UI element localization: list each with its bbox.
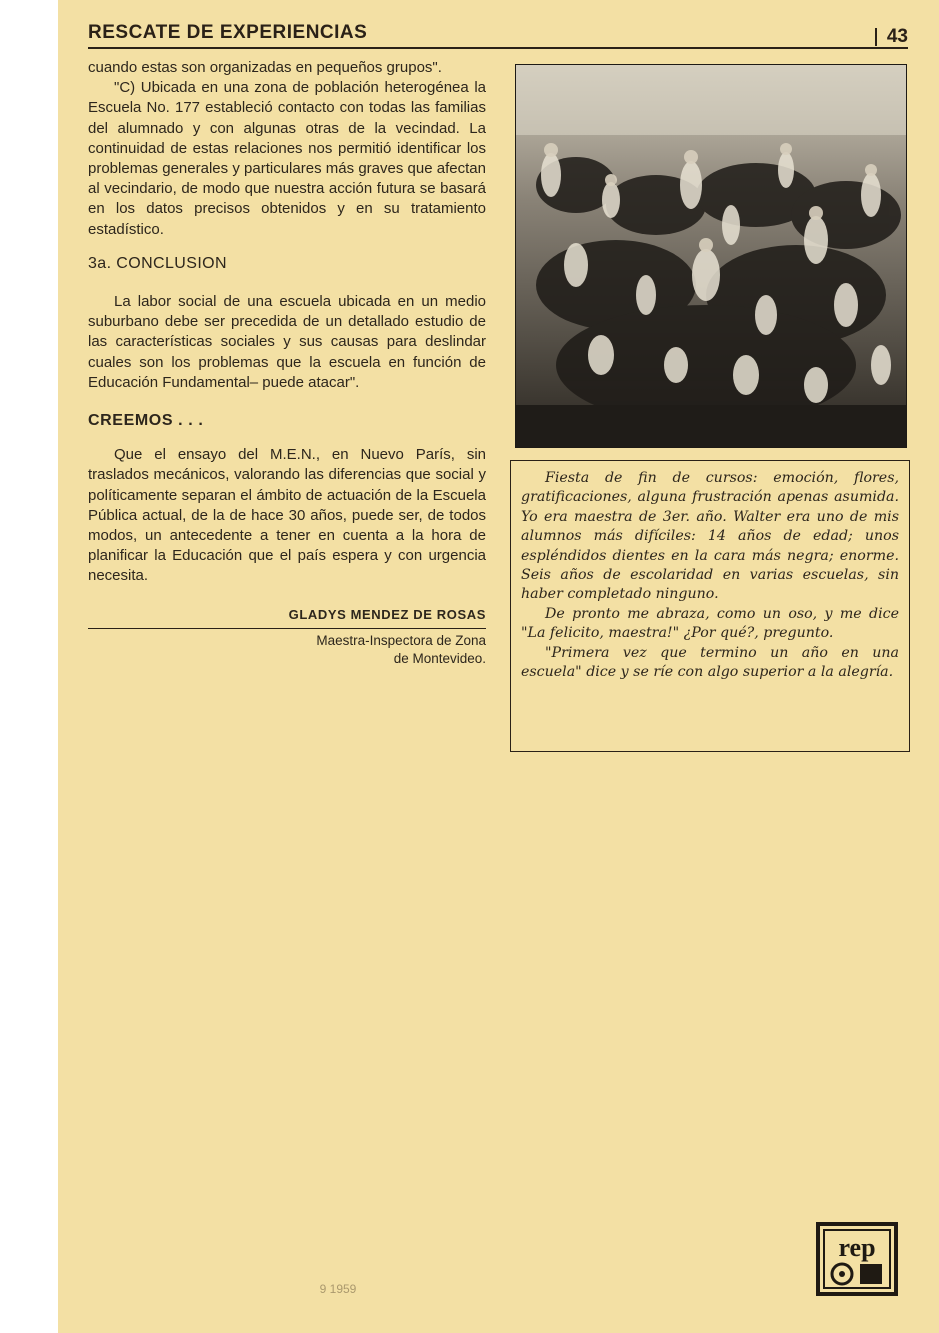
header-rule — [88, 47, 908, 49]
rep-logo-mark — [816, 1222, 898, 1296]
author-role — [88, 632, 486, 668]
article-paragraph-3: La labor social de una escuela ubicada en un medio suburbano debe ser precedida de un detallado estudio de las características sociales y sus causas para deslindar cuales son los problemas que la escuela en función de Educación Fundamental– puede atacar". — [88, 293, 486, 391]
logo-letters: rep — [838, 1233, 876, 1262]
author-name: GLADYS MENDEZ DE ROSAS — [288, 606, 486, 622]
show-through-text — [88, 780, 508, 1300]
author-role-line-2: de Montevideo. — [393, 650, 486, 666]
rep-logo — [816, 1222, 898, 1296]
author-rule — [88, 628, 486, 629]
caption-paragraph-3: "Primera vez que termino un año en una escuela" dice y se ríe con algo superior a la alegría. — [521, 644, 899, 681]
page-header — [88, 20, 908, 52]
author-role-line-1: Maestra-Inspectora de Zona — [316, 632, 486, 648]
article-column — [88, 58, 486, 668]
photo-caption-box — [510, 460, 910, 752]
footer-text: 9 1959 — [319, 1282, 357, 1296]
section-heading-conclusion: 3a. CONCLUSION — [88, 254, 227, 272]
section-title: RESCATE DE EXPERIENCIAS — [88, 22, 368, 43]
photo-illustration — [516, 65, 906, 447]
footer-imprint — [228, 1282, 448, 1302]
article-paragraph-1: cuando estas son organizadas en pequeños grupos". — [88, 59, 442, 76]
page-number: 43 — [886, 26, 908, 47]
magazine-page — [58, 0, 939, 1333]
section-heading-creemos: CREEMOS . . . — [88, 412, 204, 430]
crowd-photograph — [515, 64, 907, 448]
caption-paragraph-2: De pronto me abraza, como un oso, y me dice "La felicito, maestra!" ¿Por qué?, pregunto. — [521, 605, 899, 642]
article-paragraph-4: Que el ensayo del M.E.N., en Nuevo París, sin traslados mecánicos, valorando las diferencias que social y políticamente separan el ámbito de actuación de la Escuela Pública actual, de la de hace 30 años, puede ser, de todos modos, un antecedente a tener en cuenta a la hora de planificar la Educación que el país espera y con urgencia necesita. — [88, 446, 486, 585]
article-paragraph-2: "C) Ubicada en una zona de población heterogénea la Escuela No. 177 estableció contacto con todas las familias del alumnado y con algunas otras de la vecindad. La continuidad de estas relaciones nos permitió identificar los problemas generales y particulares más graves que afectan al vecindario, de modo que nuestra acción futura se basará en los datos precisos obtenidos y en su tratamiento estadístico. — [88, 79, 486, 238]
caption-paragraph-1: Fiesta de fin de cursos: emoción, flores, gratificaciones, alguna frustración apenas asumida. Yo era maestra de 3er. año. Walter era uno de mis alumnos más difíciles: 14 años de edad; unos espléndidos dientes en la cara más negra; enorme. Seis años de escolaridad en varias escuelas, sin haber completado ninguno. — [521, 470, 899, 603]
